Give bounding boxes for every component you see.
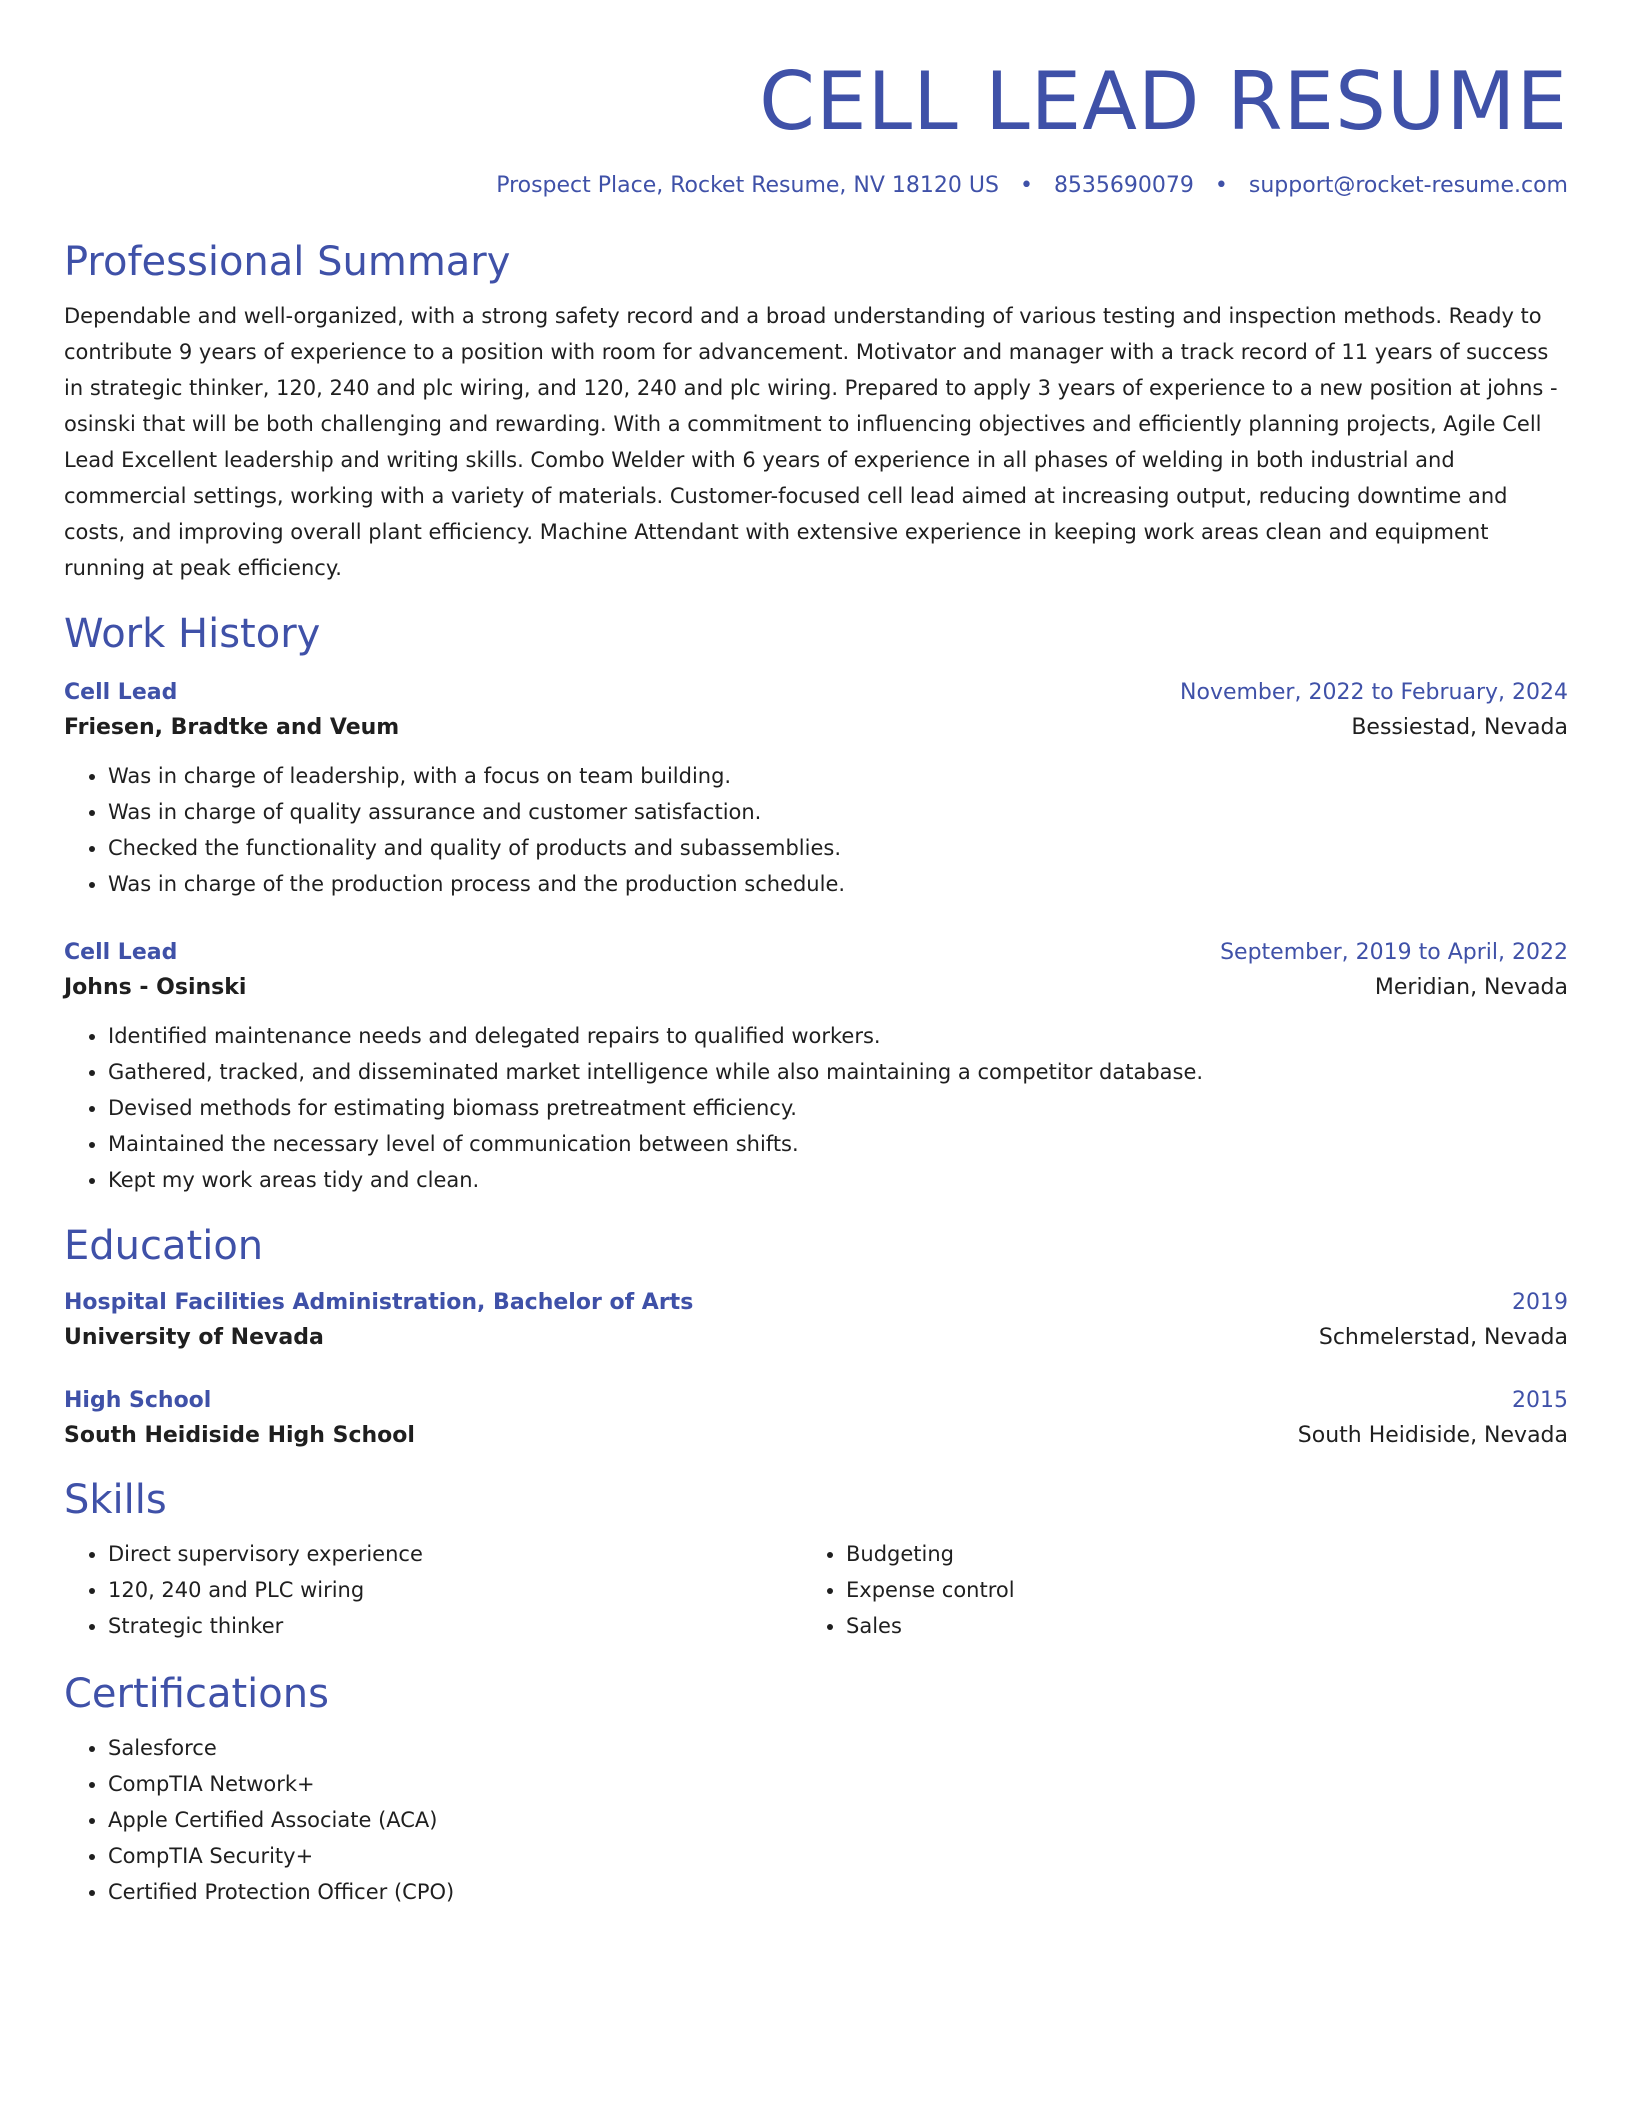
skills-heading: Skills (64, 1477, 167, 1523)
job-bullet: • Was in charge of leadership, with a focus on team building. (108, 758, 1568, 794)
certification-item: • Apple Certified Associate (ACA) (108, 1802, 1568, 1838)
certification-item: • Certified Protection Officer (CPO) (108, 1874, 1568, 1910)
contact-email: support@rocket-resume.com (1248, 173, 1568, 198)
education-school: University of Nevada (64, 1325, 324, 1350)
job-bullet: • Was in charge of quality assurance and customer satisfaction. (108, 794, 1568, 830)
skills-column-right (802, 1536, 1568, 1644)
job-dates: September, 2019 to April, 2022 (1220, 940, 1568, 965)
certifications-section (64, 1666, 1568, 1910)
job-bullet: • Gathered, tracked, and disseminated market intelligence while also maintaining a competitor database. (108, 1054, 1568, 1090)
education-section (64, 1218, 1568, 1454)
certifications-heading: Certifications (64, 1671, 329, 1717)
job-bullet: • Was in charge of the production process and the production schedule. (108, 866, 1568, 902)
certifications-list (64, 1730, 1568, 1910)
contact-line (64, 170, 1568, 202)
summary-section (64, 234, 1568, 586)
skill-item: • Strategic thinker (108, 1608, 802, 1644)
skills-section (64, 1472, 1568, 1644)
certification-item: • Salesforce (108, 1730, 1568, 1766)
work-history-section (64, 606, 1568, 1198)
job-entry (64, 936, 1568, 1198)
job-location: Meridian, Nevada (1374, 975, 1568, 1000)
job-location: Bessiestad, Nevada (1351, 715, 1568, 740)
job-bullet: • Devised methods for estimating biomass pretreatment efficiency. (108, 1090, 1568, 1126)
summary-text: Dependable and well-organized, with a strong safety record and a broad understanding of various testing and inspection methods. Ready to contribute 9 years of experience to a position with room for advancement. Motivator and manager with a track record of 11 years of success in strategic thinker, 120, 240 and plc wiring, and 120, 240 and plc wiring. Prepared to apply 3 years of experience to a new position at johns - osinski that will be both challenging and rewarding. With a commitment to influencing objectives and efficiently planning projects, Agile Cell Lead Excellent leadership and writing skills. Combo Welder with 6 years of experience in all phases of welding in both industrial and commercial settings, working with a variety of materials. Customer-focused cell lead aimed at increasing output, reducing downtime and costs, and improving overall plant efficiency. Machine Attendant with extensive experience in keeping work areas clean and equipment running at peak efficiency. (64, 304, 1558, 580)
education-degree: High School (64, 1388, 212, 1413)
job-company: Friesen, Bradtke and Veum (64, 715, 400, 740)
summary-heading: Professional Summary (64, 239, 511, 285)
education-entry (64, 1384, 1568, 1454)
job-title: Cell Lead (64, 940, 178, 965)
job-title: Cell Lead (64, 680, 178, 705)
job-company: Johns - Osinski (64, 975, 247, 1000)
work-history-heading: Work History (64, 611, 321, 657)
skill-item: • Expense control (846, 1572, 1568, 1608)
certification-item: • CompTIA Network+ (108, 1766, 1568, 1802)
job-bullets (64, 1018, 1568, 1198)
skill-item: • Direct supervisory experience (108, 1536, 802, 1572)
skills-list (64, 1536, 1568, 1644)
contact-phone: 8535690079 (1053, 173, 1194, 198)
contact-separator: • (1214, 173, 1228, 198)
education-location: South Heidiside, Nevada (1297, 1423, 1568, 1448)
education-heading: Education (64, 1223, 264, 1269)
resume-title: CELL LEAD RESUME (759, 55, 1568, 148)
contact-separator: • (1019, 173, 1033, 198)
job-bullet: • Checked the functionality and quality of products and subassemblies. (108, 830, 1568, 866)
skill-item: • Sales (846, 1608, 1568, 1644)
job-bullet: • Kept my work areas tidy and clean. (108, 1162, 1568, 1198)
education-school: South Heidiside High School (64, 1423, 415, 1448)
job-bullet: • Maintained the necessary level of communication between shifts. (108, 1126, 1568, 1162)
job-bullet: • Identified maintenance needs and delegated repairs to qualified workers. (108, 1018, 1568, 1054)
job-bullets (64, 758, 1568, 902)
education-degree: Hospital Facilities Administration, Bachelor of Arts (64, 1290, 694, 1315)
skill-item: • 120, 240 and PLC wiring (108, 1572, 802, 1608)
job-dates: November, 2022 to February, 2024 (1180, 680, 1568, 705)
certification-item: • CompTIA Security+ (108, 1838, 1568, 1874)
skill-item: • Budgeting (846, 1536, 1568, 1572)
skills-column-left (64, 1536, 802, 1644)
contact-address: Prospect Place, Rocket Resume, NV 18120 US (496, 173, 999, 198)
education-year: 2019 (1512, 1290, 1568, 1315)
job-entry (64, 676, 1568, 902)
education-year: 2015 (1512, 1388, 1568, 1413)
education-entry (64, 1286, 1568, 1356)
education-location: Schmelerstad, Nevada (1318, 1325, 1568, 1350)
